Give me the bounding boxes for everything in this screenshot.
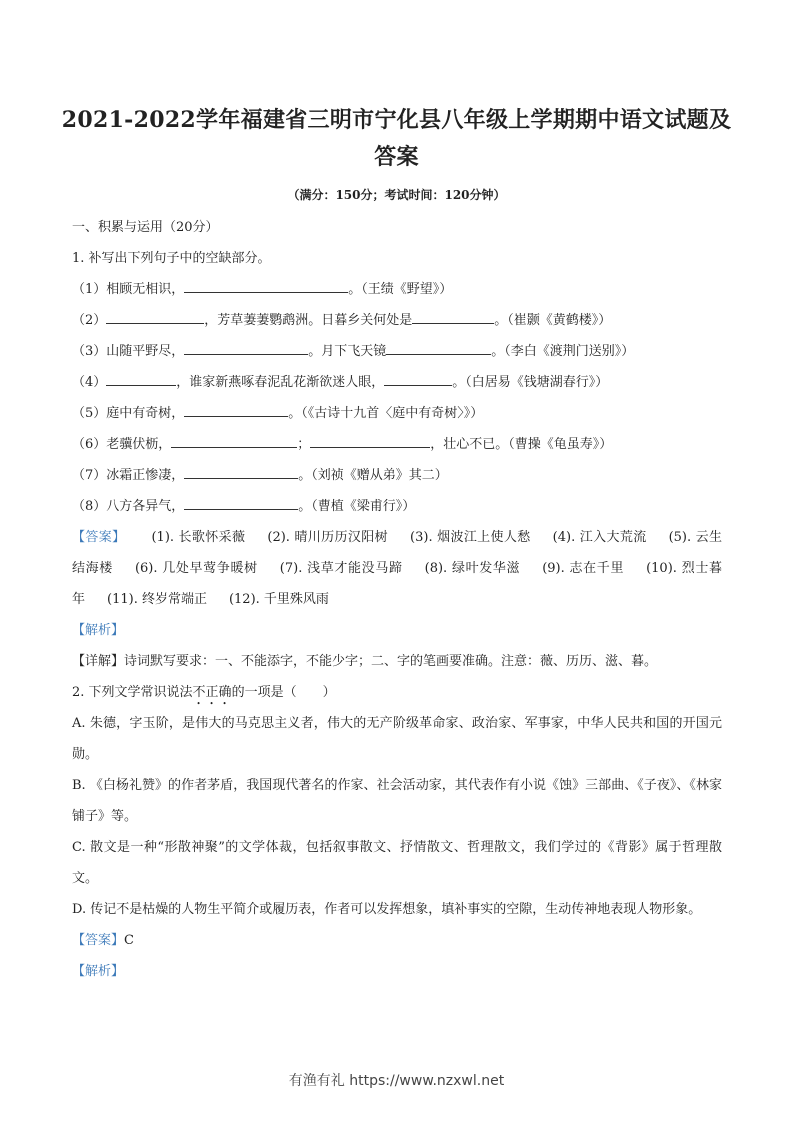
answer-item: (5). 云生结海楼 — [72, 530, 722, 576]
analysis-label: 【解析】 — [72, 964, 125, 979]
exam-info: （满分：150分；考试时间：120分钟） — [287, 188, 506, 202]
answer-item: (1). 长歌怀采薇 — [151, 530, 246, 545]
item-text: （4） — [72, 375, 107, 390]
blank — [184, 497, 298, 510]
item-text: 。月下飞天镜 — [308, 344, 387, 359]
item-text: （5）庭中有奇树， — [72, 406, 185, 421]
item-text: （1）相顾无相识， — [72, 282, 185, 297]
stem-text: 的一项是（ ） — [231, 685, 336, 700]
blank — [384, 373, 452, 386]
option-c: C. 散文是一种“形散神聚”的文学体裁，包括叙事散文、抒情散文、哲理散文，我们学过的《背影》属于哲理散文。 — [72, 840, 722, 886]
answer-item: (12). 千里殊风雨 — [228, 592, 329, 607]
answer-label: 【答案】 — [72, 933, 125, 948]
option-d: D. 传记不是枯燥的人物生平简介或履历表，作者可以发挥想象，填补事实的空隙，生动传神地表现人物形象。 — [72, 902, 702, 917]
stem-text: 2. 下列文学常识说法 — [72, 685, 193, 700]
item-text: （8）八方各异气， — [72, 499, 185, 514]
item-text: 。（李白《渡荆门送别》） — [491, 344, 635, 359]
item-text: 。（刘祯《赠从弟》其二） — [298, 468, 448, 483]
blank — [184, 342, 308, 355]
answer-item: (7). 浅草才能没马蹄 — [279, 561, 403, 576]
option-a: A. 朱德，字玉阶，是伟大的马克思主义者，伟大的无产阶级革命家、政治家、军事家，中华人民共和国的开国元勋。 — [72, 716, 722, 762]
answer-item: (6). 几处早莺争暖树 — [134, 561, 258, 576]
item-text: （7）冰霜正惨凄， — [72, 468, 185, 483]
blank — [412, 311, 494, 324]
item-text: 。（曹植《梁甫行》） — [298, 499, 416, 514]
page-title: 2021-2022学年福建省三明市宁化县八年级上学期期中语文试题及答案 — [61, 107, 732, 170]
answer-item: (4). 江入大荒流 — [552, 530, 647, 545]
q1-item-7 — [72, 460, 722, 491]
question-1-stem: 1. 补写出下列句子中的空缺部分。 — [72, 251, 271, 266]
question-2-stem — [72, 677, 722, 708]
answer-item: (2). 晴川历历汉阳树 — [267, 530, 389, 545]
answer-item: (10). 烈士暮年 — [72, 561, 722, 607]
blank — [386, 342, 491, 355]
q1-item-1 — [72, 274, 722, 305]
q1-detail — [72, 646, 722, 677]
item-text: ，芳草萋萋鹦鹉洲。日暮乡关何处是 — [204, 313, 413, 328]
q1-answer — [72, 522, 722, 615]
stem-emphasis: 不正确 — [192, 685, 232, 700]
blank — [106, 373, 176, 386]
analysis-label: 【解析】 — [72, 623, 125, 638]
answer-label: 【答案】 — [72, 530, 126, 545]
item-text: （6）老骥伏枥， — [72, 437, 172, 452]
q2-answer — [72, 925, 722, 956]
section-heading: 一、积累与运用（20分） — [72, 220, 219, 235]
answer-value: C — [124, 933, 134, 948]
detail-text: 诗词默写要求：一、不能添字，不能少字；二、字的笔画要准确。注意：薇、历历、滋、暮。 — [124, 654, 658, 669]
item-text: ，壮心不已。（曹操《龟虽寿》） — [430, 437, 613, 452]
item-text: 。（王绩《野望》） — [348, 282, 453, 297]
answer-item: (8). 绿叶发华滋 — [424, 561, 521, 576]
item-text: 。（白居易《钱塘湖春行》） — [452, 375, 609, 390]
q1-item-5 — [72, 398, 722, 429]
document-body — [72, 212, 722, 987]
item-text: ； — [297, 437, 311, 452]
blank — [106, 311, 204, 324]
detail-label: 【详解】 — [72, 654, 125, 669]
q1-item-4 — [72, 367, 722, 398]
answer-item: (11). 终岁常端正 — [107, 592, 207, 607]
answer-item: (9). 志在千里 — [542, 561, 625, 576]
q1-item-2 — [72, 305, 722, 336]
item-text: ，谁家新燕啄春泥乱花渐欲迷人眼， — [176, 375, 385, 390]
item-text: 。（崔颢《黄鹤楼》） — [494, 313, 612, 328]
item-text: 。（《古诗十九首〈庭中有奇树〉》） — [288, 406, 484, 421]
answer-item: (3). 烟波江上使人愁 — [410, 530, 531, 545]
option-b: B. 《白杨礼赞》的作者茅盾，我国现代著名的作家、社会活动家，其代表作有小说《蚀》三部曲、《子夜》、《林家铺子》等。 — [72, 778, 722, 824]
q1-item-8 — [72, 491, 722, 522]
item-text: （2） — [72, 313, 107, 328]
blank — [171, 435, 297, 448]
q1-item-6 — [72, 429, 722, 460]
blank — [310, 435, 430, 448]
blank — [184, 404, 288, 417]
footer-watermark: 有渔有礼 https://www.nzxwl.net — [288, 1073, 505, 1089]
item-text: （3）山随平野尽， — [72, 344, 185, 359]
blank — [184, 280, 348, 293]
blank — [184, 466, 298, 479]
q1-item-3 — [72, 336, 722, 367]
